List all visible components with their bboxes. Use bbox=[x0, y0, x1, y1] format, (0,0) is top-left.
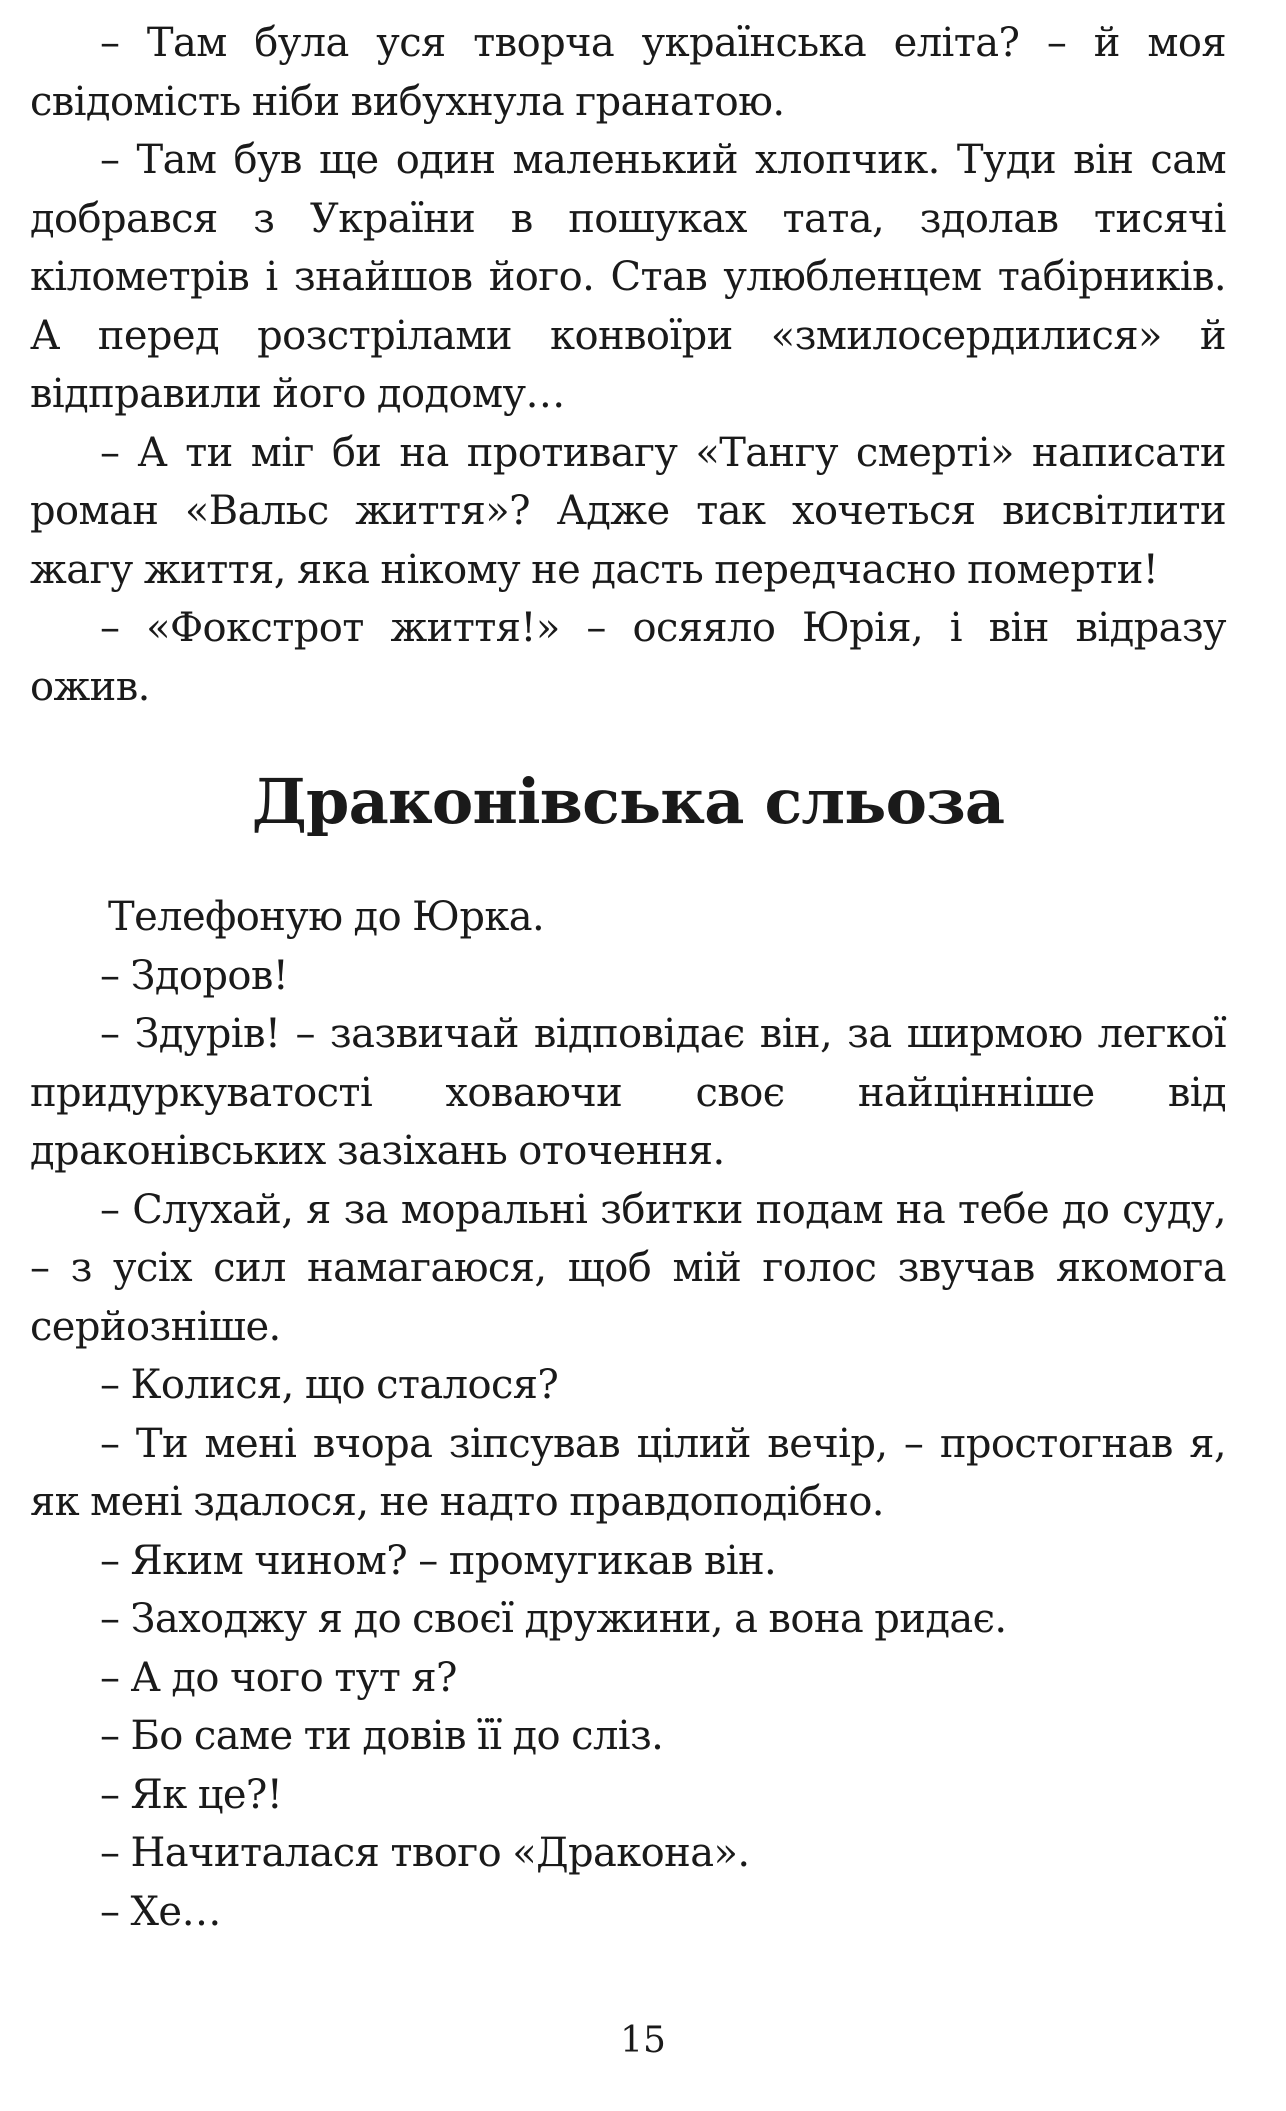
page-number: 15 bbox=[620, 2020, 666, 2061]
paragraph: Телефоную до Юрка. bbox=[108, 894, 545, 940]
paragraph: – Яким чином? – промугикав він. bbox=[100, 1537, 777, 1584]
paragraph: – Хе… bbox=[100, 1888, 221, 1935]
paragraph: – А до чого тут я? bbox=[100, 1654, 457, 1701]
paragraph: – Начиталася твого «Дракона». bbox=[100, 1830, 750, 1876]
previous-chapter-ending bbox=[30, 14, 1226, 716]
paragraph: – Слухай, я за моральні збитки подам на тебе до суду, – з усіх сил намагаюся, щоб мій голос звучав якомога серйозніше. bbox=[30, 1186, 1226, 1350]
paragraph: – Заходжу я до своєї дружини, а вона ридає. bbox=[100, 1596, 1007, 1642]
paragraph: – «Фокстрот життя!» – осяяло Юрія, і він відразу ожив. bbox=[30, 605, 1226, 710]
paragraph: – Ти мені вчора зіпсував цілий вечір, – простогнав я, як мені здалося, не надто правдоподібно. bbox=[30, 1420, 1226, 1525]
chapter-title: Драконівська сльоза bbox=[251, 765, 1005, 838]
chapter-body bbox=[30, 888, 1226, 1941]
paragraph: – Там була уся творча українська еліта? – й моя свідомість ніби вибухнула гранатою. bbox=[30, 20, 1226, 125]
paragraph: – Колися, що сталося? bbox=[100, 1362, 559, 1408]
paragraph: – Здоров! bbox=[100, 952, 289, 999]
paragraph: – А ти міг би на противагу «Тангу смерті» написати роман «Вальс життя»? Адже так хочеться висвітлити жагу життя, яка нікому не дасть передчасно померти! bbox=[30, 429, 1226, 593]
paragraph: – Бо саме ти довів її до сліз. bbox=[100, 1713, 664, 1759]
paragraph: – Як це?! bbox=[100, 1771, 283, 1818]
paragraph: – Там був ще один маленький хлопчик. Туди він сам добрався з України в пошуках тата, здолав тисячі кілометрів і знайшов його. Став улюбленцем табірників. А перед розстрілами конвоїри «змилосердилися» й відправили його додому… bbox=[30, 137, 1226, 417]
paragraph: – Здурів! – зазвичай відповідає він, за ширмою легкої придуркуватості ховаючи своє найцінніше від драконівських зазіхань оточення. bbox=[30, 1011, 1226, 1174]
